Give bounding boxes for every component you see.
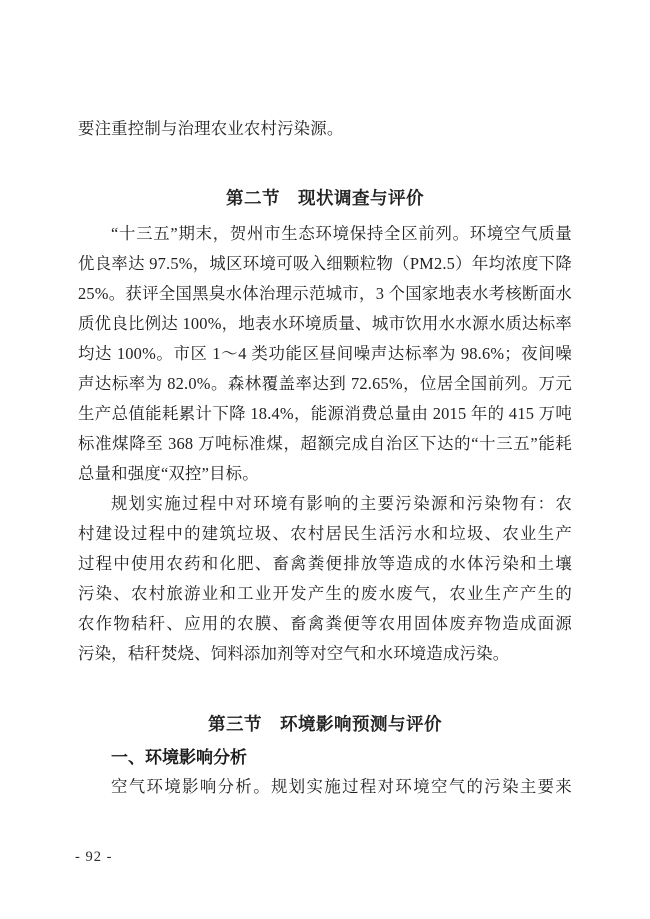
subsection-1-heading: 一、环境影响分析 [111,748,247,767]
body-text-line: 均达 100%。市区 1～4 类功能区昼间噪声达标率为 98.6%；夜间噪 [78,344,572,363]
body-text-line: 要注重控制与治理农业农村污染源。 [78,119,344,138]
body-text-line: 总量和强度“双控”目标。 [78,464,259,483]
section-2-heading: 第二节 现状调查与评价 [226,188,424,208]
page-number: - 92 - [75,849,113,865]
body-text-line: “十三五”期末，贺州市生态环境保持全区前列。环境空气质量 [111,224,572,243]
air-impact-paragraph [78,772,572,802]
body-text-line: 优良率达 97.5%，城区环境可吸入细颗粒物（PM2.5）年均浓度下降 [78,254,572,273]
body-text-line: 空气环境影响分析。规划实施过程对环境空气的污染主要来 [111,777,572,796]
body-text-line: 村建设过程中的建筑垃圾、农村居民生活污水和垃圾、农业生产 [78,524,572,543]
section-3-heading: 第三节 环境影响预测与评价 [208,714,442,734]
body-text-line: 声达标率为 82.0%。森林覆盖率达到 72.65%，位居全国前列。万元 [78,374,572,393]
body-text-line: 标准煤降至 368 万吨标准煤，超额完成自治区下达的“十三五”能耗 [78,434,572,453]
body-text-line: 过程中使用农药和化肥、畜禽粪便排放等造成的水体污染和土壤 [78,554,572,573]
body-text-line: 污染、农村旅游业和工业开发产生的废水废气，农业生产产生的 [78,584,572,603]
status-paragraph [78,219,572,489]
body-text-line: 25%。获评全国黑臭水体治理示范城市，3 个国家地表水考核断面水 [78,284,572,303]
body-text-line: 质优良比例达 100%，地表水环境质量、城市饮用水水源水质达标率 [78,314,572,333]
body-text-line: 规划实施过程中对环境有影响的主要污染源和污染物有：农 [111,494,572,513]
intro-paragraph [78,114,572,144]
body-text-line: 农作物秸秆、应用的农膜、畜禽粪便等农用固体废弃物造成面源 [78,614,572,633]
body-text-line: 污染，秸秆焚烧、饲料添加剂等对空气和水环境造成污染。 [78,644,510,663]
body-text-line: 生产总值能耗累计下降 18.4%，能源消费总量由 2015 年的 415 万吨 [78,404,572,423]
pollution-paragraph [78,489,572,669]
